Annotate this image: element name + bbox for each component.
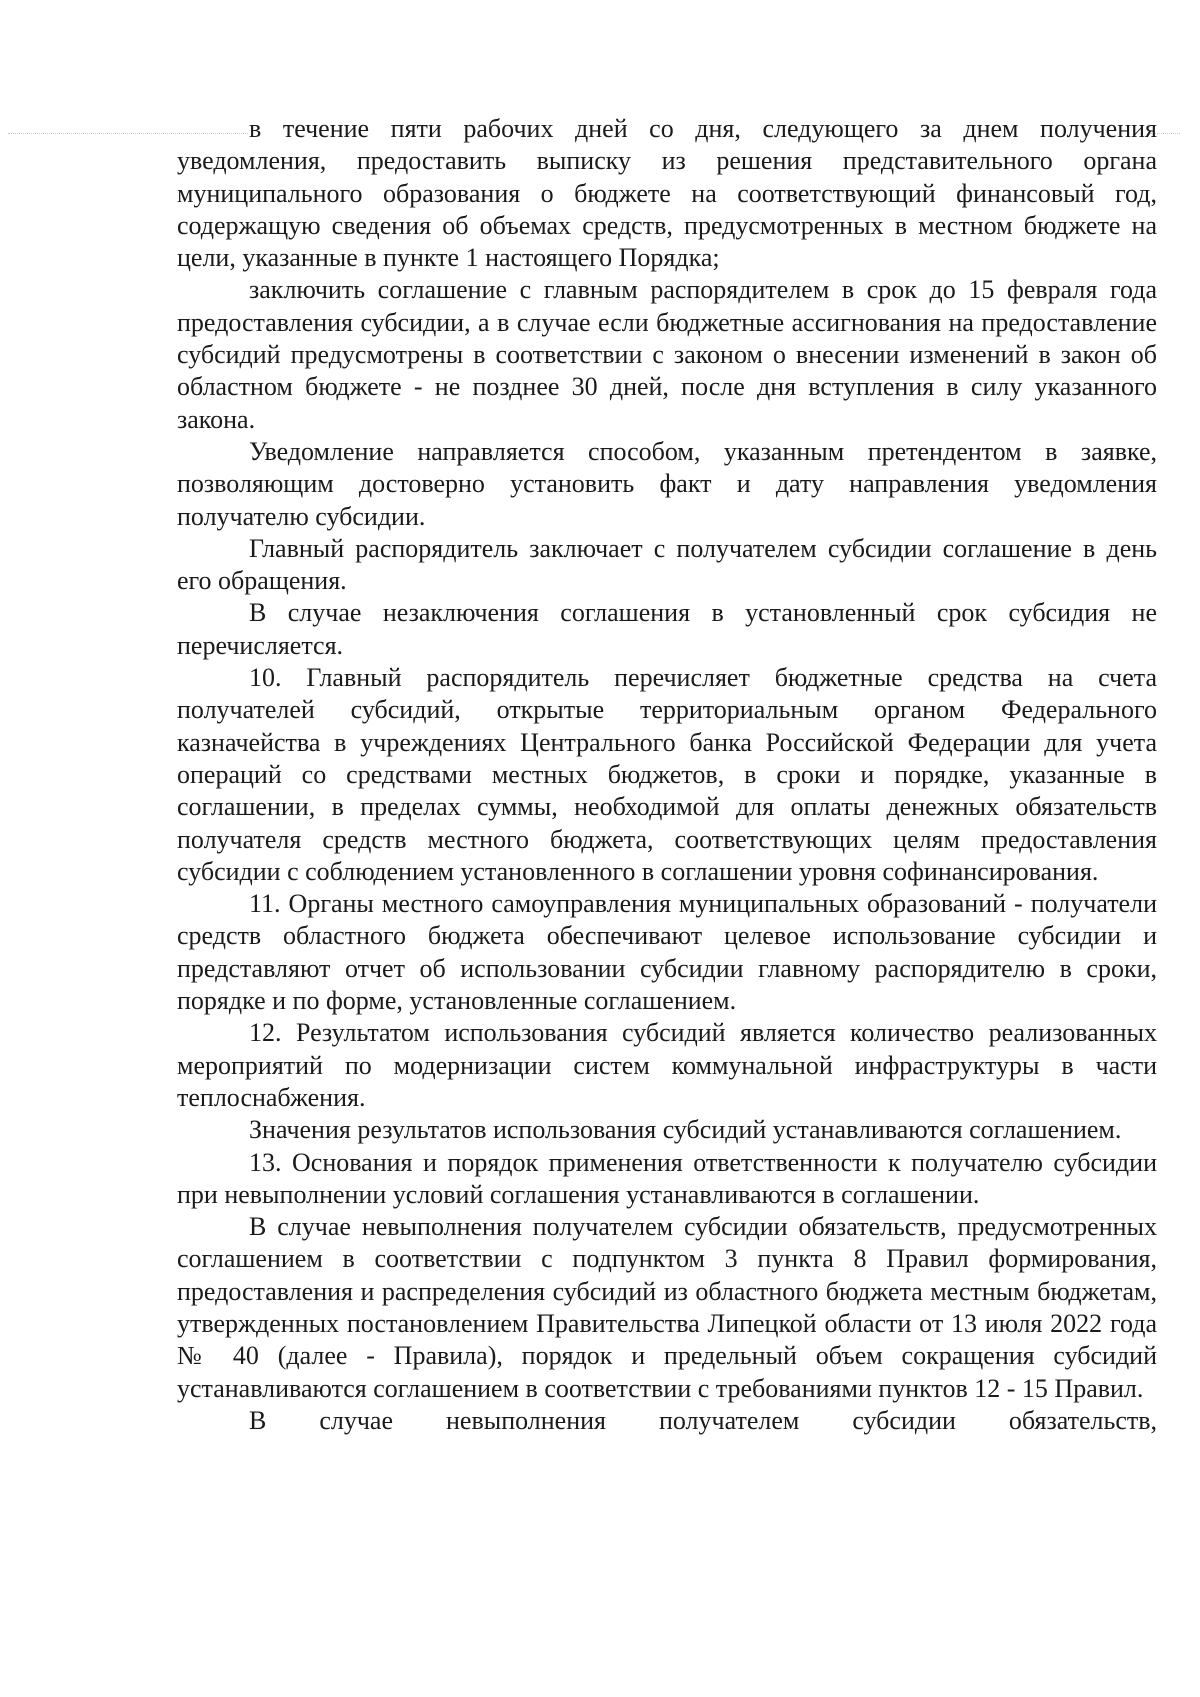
paragraph-non-conclusion bbox=[177, 597, 1157, 662]
paragraph-clause-13 bbox=[177, 1147, 1157, 1212]
paragraph-text: 12. Результатом использования субсидий является количество реализованных мероприятий по модернизации систем коммунальной инфраструктуры в части теплоснабжения. bbox=[177, 1018, 1157, 1112]
paragraph-non-fulfilment-continued bbox=[177, 1405, 1157, 1437]
document-body bbox=[177, 113, 1157, 1437]
paragraph-clause-10 bbox=[177, 662, 1157, 888]
paragraph-text: 13. Основания и порядок применения ответственности к получателю субсидии при невыполнении условий соглашения устанавливаются в соглашении. bbox=[177, 1147, 1157, 1209]
paragraph-text: Главный распорядитель заключает с получателем субсидии соглашение в день его обращения. bbox=[177, 533, 1157, 596]
paragraph-text: Значения результатов использования субсидий устанавливаются соглашением. bbox=[249, 1115, 1122, 1145]
paragraph-text: В случае незаключения соглашения в установленный срок субсидия не перечисляется. bbox=[177, 598, 1157, 660]
paragraph-agreement-deadline bbox=[177, 274, 1157, 435]
paragraph-text: Уведомление направляется способом, указанным претендентом в заявке, позволяющим достоверно установить факт и дату направления уведомления получателю субсидии. bbox=[177, 436, 1157, 531]
paragraph-clause-12 bbox=[177, 1017, 1157, 1114]
paragraph-clause-11 bbox=[177, 888, 1157, 1017]
paragraph-text: 10. Главный распорядитель перечисляет бюджетные средства на счета получателей субсидий, открытые территориальным органом Федерального казначейства в учреждениях Центрального банка Российской Федерации для учета операций со средствами местных бюджетов, в сроки и порядке, указанные в соглашении, в пределах суммы, необходимой для оплаты денежных обязательств получателя средств местного бюджета, соответствующих целям предоставления субсидии с соблюдением установленного в соглашении уровня софинансирования. bbox=[177, 663, 1157, 886]
paragraph-text: В случае невыполнения получателем субсидии обязательств, предусмотренных соглашением в соответствии с подпунктом 3 пункта 8 Правил формирования, предоставления и распределения субсидий из областного бюджета местным бюджетам, утвержденных постановлением Правительства Липецкой области от 13 июля 2022 года № 40 (далее - Правила), порядок и предельный объем сокращения субсидий устанавливаются соглашением в соответствии с требованиями пунктов 12 - 15 Правил. bbox=[177, 1212, 1157, 1403]
paragraph-notification-method bbox=[177, 436, 1157, 533]
paragraph-text: заключить соглашение с главным распорядителем в срок до 15 февраля года предоставления субсидии, а в случае если бюджетные ассигнования на предоставление субсидий предусмотрены в соответствии с законом о внесении изменений в закон об областном бюджете - не позднее 30 дней, после дня вступления в силу указанного закона. bbox=[177, 275, 1157, 434]
paragraph-text: в течение пяти рабочих дней со дня, следующего за днем получения уведомления, предоставить выписку из решения представительного органа муниципального образования о бюджете на соответствующий финансовый год, содержащую сведения об объемах средств, предусмотренных в местном бюджете на цели, указанные в пункте 1 настоящего Порядка; bbox=[177, 114, 1157, 273]
paragraph-text: В случае невыполнения получателем субсидии обязательств, bbox=[249, 1405, 1157, 1435]
paragraph-non-fulfilment-reduction bbox=[177, 1211, 1157, 1405]
paragraph-text: 11. Органы местного самоуправления муниципальных образований - получатели средств областного бюджета обеспечивают целевое использование субсидии и представляют отчет об использовании субсидии главному распорядителю в сроки, порядке и по форме, установленные соглашением. bbox=[177, 889, 1157, 1016]
paragraph-agreement-conclusion bbox=[177, 533, 1157, 598]
paragraph-statement-deadline bbox=[177, 113, 1157, 274]
paragraph-result-values bbox=[177, 1114, 1157, 1146]
